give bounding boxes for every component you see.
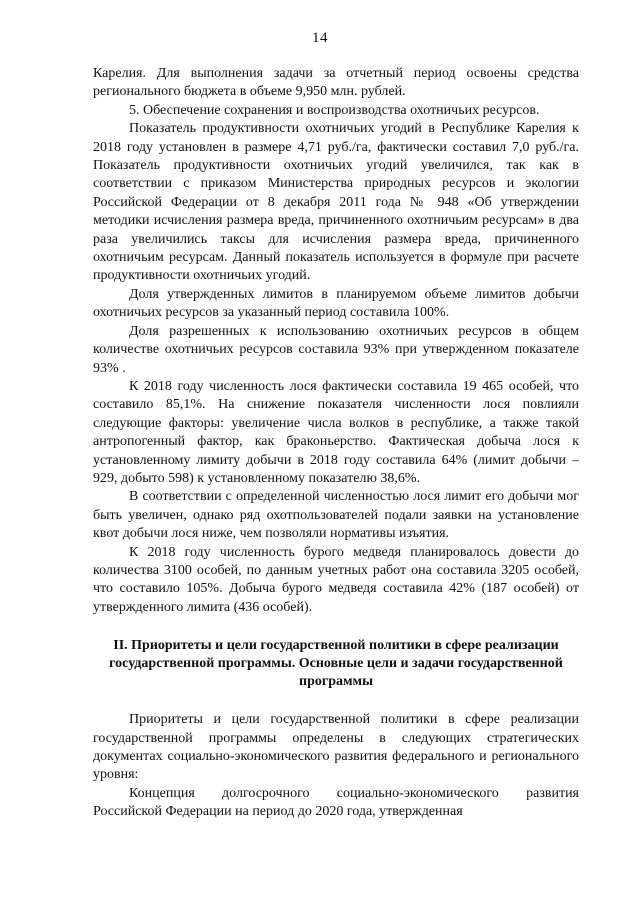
paragraph-brown-bear: К 2018 году численность бурого медведя планировалось довести до количества 3100 особей, по данным учетных работ она составила 3205 особей, что составило 105%. Добыча бурого медведя составила 42% (187 особей) от утвержденного лимита (436 особей). — [93, 544, 579, 615]
paragraph-productivity: Показатель продуктивности охотничьих угодий в Республике Карелия к 2018 году установлен в размере 4,71 руб./га, фактически составил 7,0 руб./га. Показатель продуктивности охотничьих угодий увеличился, так как в соответствии с приказом Министерства природных ресурсов и экологии Российской Федерации от 8 декабря 2011 года № 948 «Об утверждении методики исчисления размера вреда, причиненного охотничьим ресурсам» в два раза увеличились таксы для исчисления размера вреда, причиненного охотничьим ресурсам. Данный показатель используется в формуле при расчете продуктивности охотничьих угодий. — [93, 121, 579, 284]
paragraph-limits-share: Доля утвержденных лимитов в планируемом объеме лимитов добычи охотничьих ресурсов за указанный период составила 100%. — [93, 286, 579, 321]
paragraph-moose-quotas: В соответствии с определенной численностью лося лимит его добычи мог быть увеличен, однако ряд охотпользователей подали заявки на установление квот добычи лося ниже, чем позволяли нормативы изъятия. — [93, 489, 579, 542]
page-number: 14 — [312, 30, 328, 46]
paragraph-moose-population: К 2018 году численность лося фактически составила 19 465 особей, что составило 85,1%. На снижение показателя численности лося повлияли следующие факторы: увеличение числа волков в республике, а также такой антропогенный фактор, как браконьерство. Фактическая добыча лося к установленному лимиту добычи в 2018 году составила 64% (лимит добычи – 929, добыто 598) к установленному показателю 38,6%. — [93, 378, 579, 486]
paragraph-concept: Концепция долгосрочного социально-экономического развития Российской Федерации на период до 2020 года, утвержденная — [93, 785, 579, 820]
document-body — [93, 65, 579, 822]
paragraph-permitted-share: Доля разрешенных к использованию охотничьих ресурсов в общем количестве охотничьих ресурсов составила 93% при утвержденном показателе 93% . — [93, 323, 579, 376]
paragraph-priorities: Приоритеты и цели государственной политики в сфере реализации государственной программы определены в следующих стратегических документах социально-экономического развития федерального и регионального уровня: — [93, 712, 579, 783]
section-heading: II. Приоритеты и цели государственной политики в сфере реализации государственной программы. Основные цели и задачи государственной программы — [109, 638, 563, 690]
paragraph-karelia-budget: Карелия. Для выполнения задачи за отчетный период освоены средства регионального бюджета в объеме 9,950 млн. рублей. — [93, 66, 579, 100]
paragraph-task-5: 5. Обеспечение сохранения и воспроизводства охотничьих ресурсов. — [129, 102, 540, 118]
